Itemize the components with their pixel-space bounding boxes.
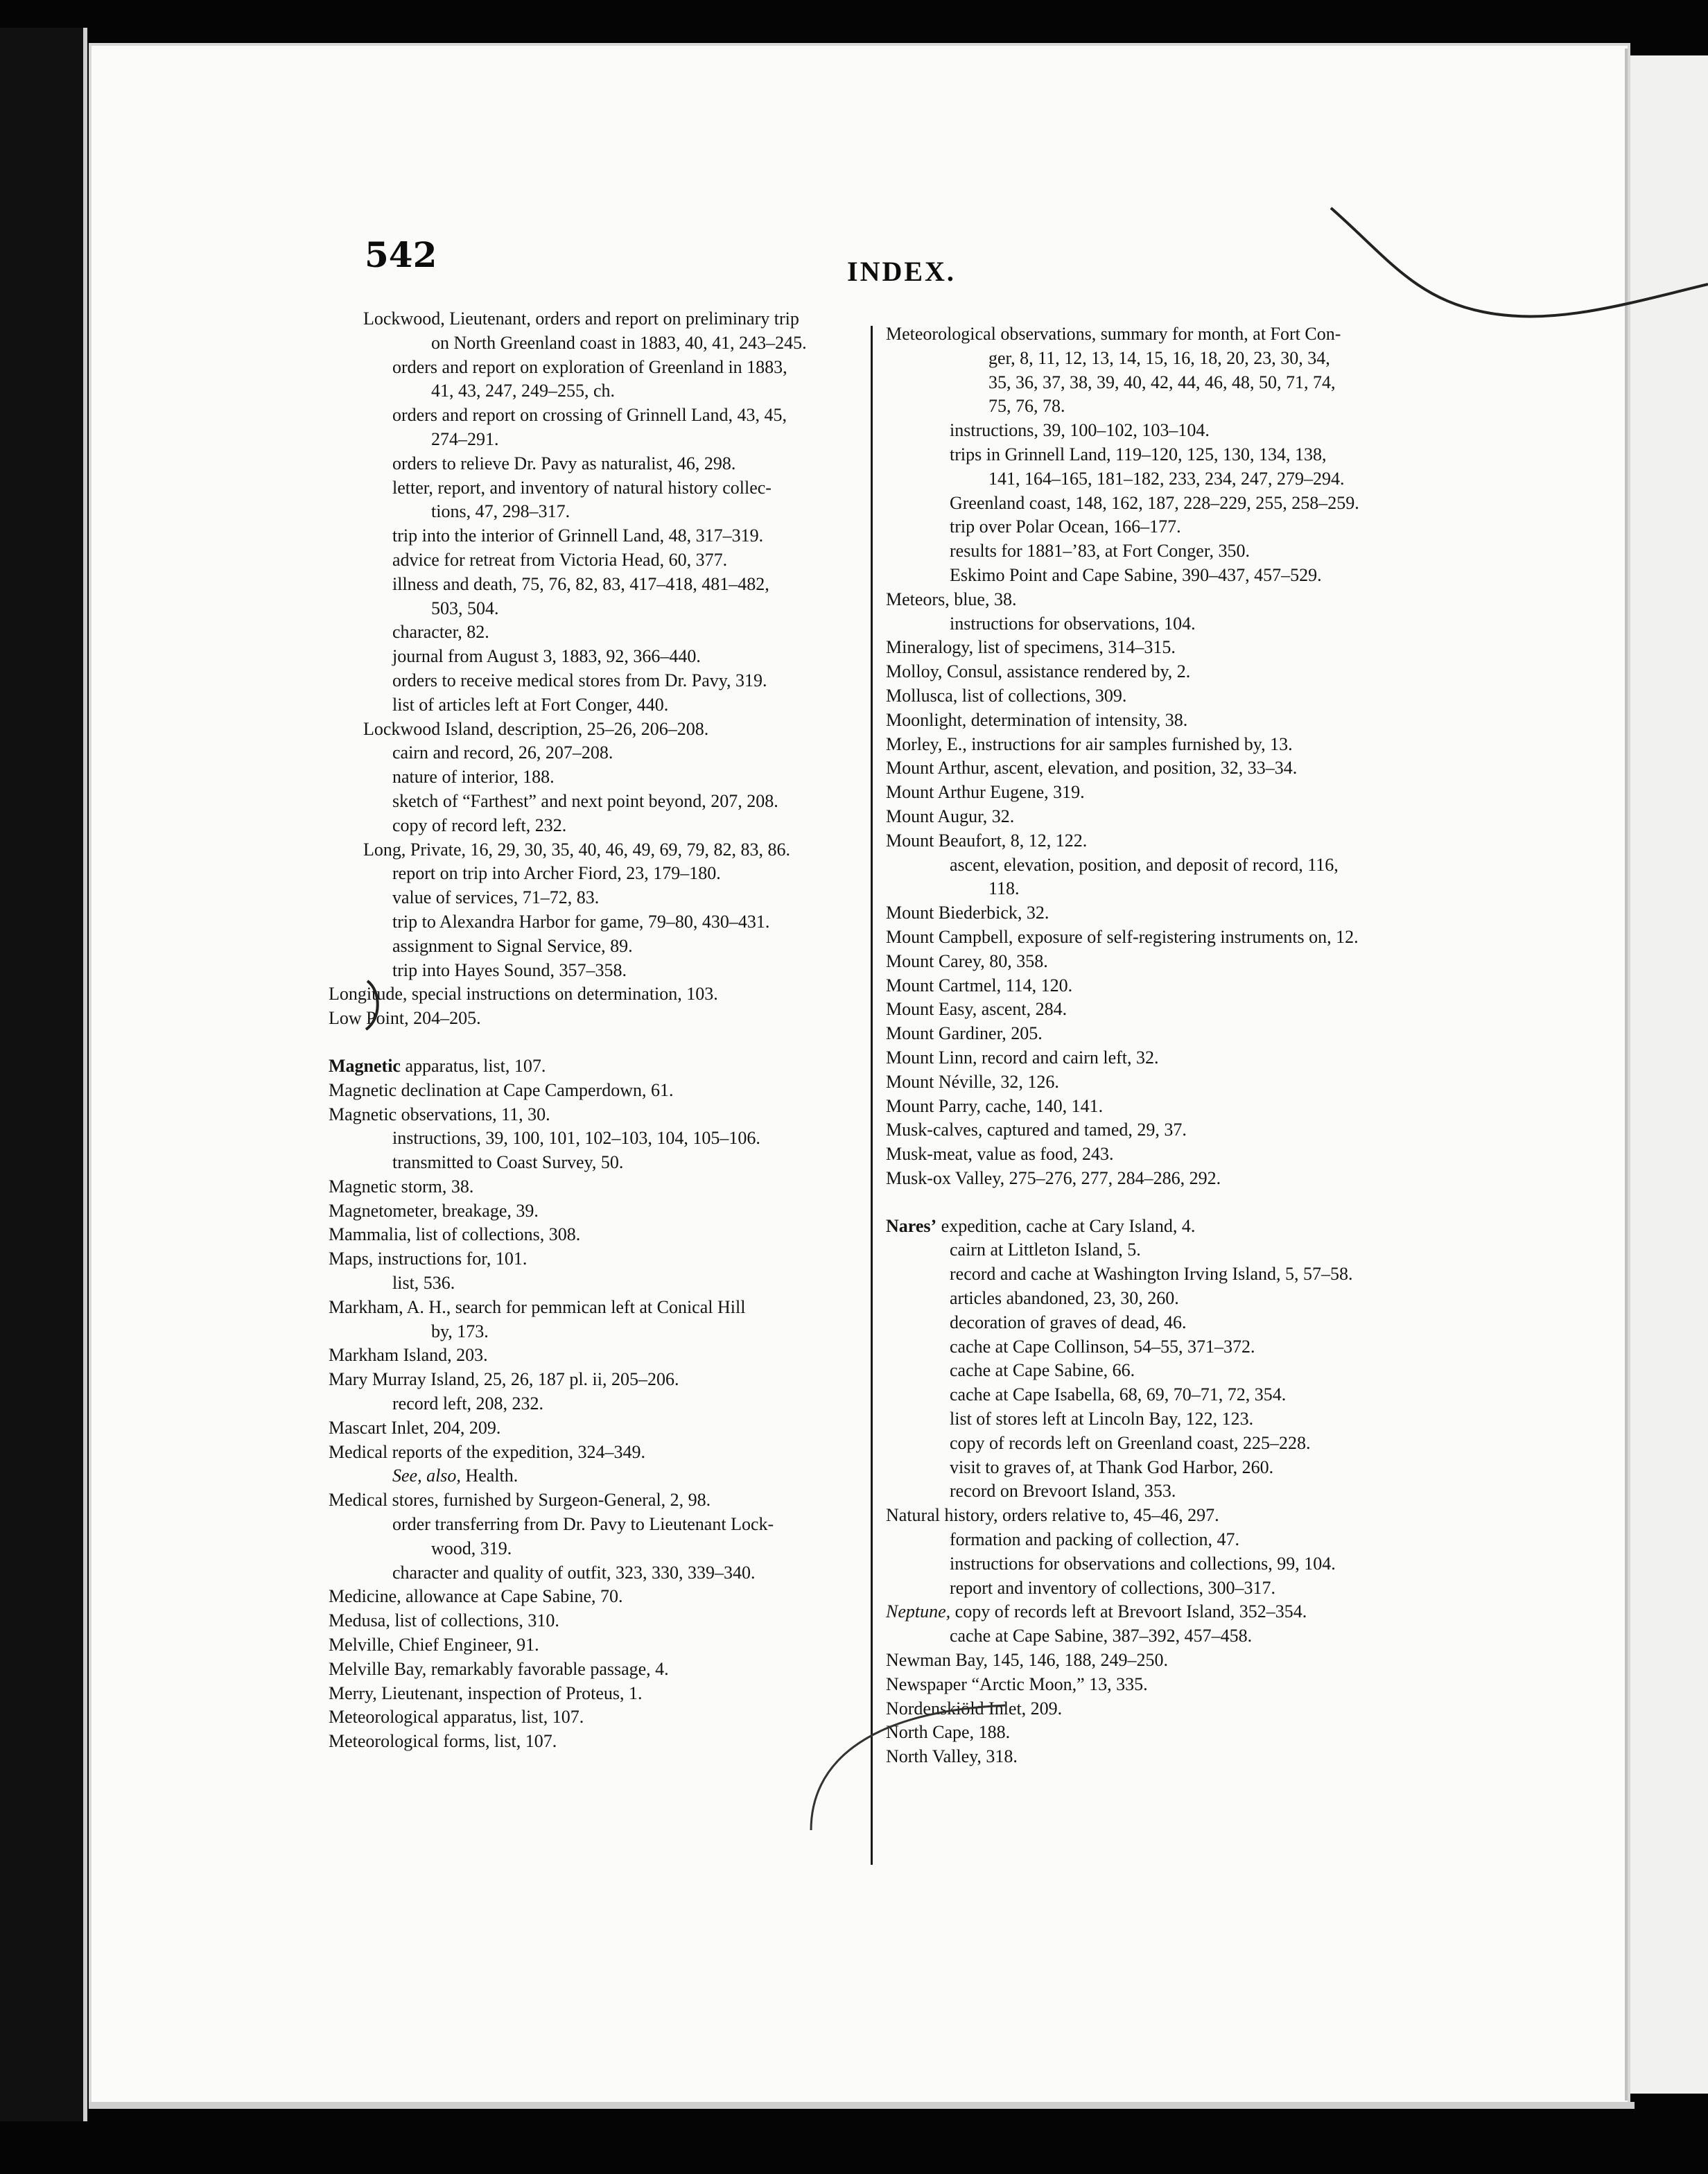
index-entry: Markham Island, 203. — [329, 1345, 488, 1366]
index-entry: Melville Bay, remarkably favorable passage, 4. — [329, 1658, 669, 1679]
index-subentry: 35, 36, 37, 38, 39, 40, 42, 44, 46, 48, 50, 71, 74, — [988, 372, 1336, 392]
index-subentry: instructions for observations and collections, 99, 104. — [950, 1553, 1336, 1574]
index-subentry: cache at Cape Isabella, 68, 69, 70–71, 72, 354. — [950, 1384, 1287, 1405]
index-entry: Magnetic observations, 11, 30. — [329, 1104, 550, 1124]
index-column-left — [329, 307, 897, 1754]
pencil-arc-mark — [797, 1692, 1019, 1830]
index-subentry: instructions, 39, 100–102, 103–104. — [950, 420, 1210, 441]
index-subentry: record left, 208, 232. — [392, 1393, 544, 1414]
index-subentry: orders and report on exploration of Greenland in 1883, — [392, 356, 787, 377]
index-subentry: trip into the interior of Grinnell Land, 48, 317–319. — [392, 525, 764, 546]
index-entry: Merry, Lieutenant, inspection of Proteus, 1. — [329, 1682, 643, 1703]
index-column-right — [886, 322, 1440, 1769]
index-entry: Markham, A. H., search for pemmican left at Conical Hill — [329, 1296, 746, 1317]
running-head: INDEX. — [847, 256, 956, 287]
section-spacer — [329, 1031, 897, 1054]
index-entry: Musk-meat, value as food, 243. — [886, 1144, 1114, 1165]
index-subentry: tions, 47, 298–317. — [431, 501, 570, 522]
index-entry: Mount Biederbick, 32. — [886, 903, 1049, 923]
index-entry: Musk-ox Valley, 275–276, 277, 284–286, 292. — [886, 1167, 1221, 1188]
index-entry: Mount Augur, 32. — [886, 806, 1015, 826]
index-subentry: 41, 43, 247, 249–255, ch. — [431, 381, 616, 401]
index-entry: Mineralogy, list of specimens, 314–315. — [886, 637, 1176, 658]
index-entry: Lockwood, Lieutenant, orders and report on preliminary trip — [363, 308, 799, 329]
index-entry: Mount Beaufort, 8, 12, 122. — [886, 830, 1088, 851]
index-subentry: 274–291. — [431, 428, 499, 449]
index-subentry: transmitted to Coast Survey, 50. — [392, 1152, 624, 1173]
index-entry: Magnetometer, breakage, 39. — [329, 1200, 539, 1221]
index-entry: Mount Arthur, ascent, elevation, and position, 32, 33–34. — [886, 758, 1298, 779]
index-entry: Nares’ expedition, cache at Cary Island, 4. — [886, 1215, 1196, 1236]
pencil-stroke-mark — [1303, 201, 1708, 367]
index-entry: Mount Campbell, exposure of self-registering instruments on, 12. — [886, 926, 1359, 947]
index-subentry: results for 1881–’83, at Fort Conger, 350. — [950, 541, 1250, 562]
index-entry: Mount Easy, ascent, 284. — [886, 999, 1068, 1020]
index-entry: Magnetic apparatus, list, 107. — [329, 1055, 546, 1076]
page-number: 542 — [365, 234, 437, 275]
index-subentry: cache at Cape Sabine, 66. — [950, 1360, 1135, 1381]
index-subentry: report on trip into Archer Fiord, 23, 179–180. — [392, 863, 721, 884]
index-subentry: orders and report on crossing of Grinnell Land, 43, 45, — [392, 405, 787, 426]
index-subentry: instructions, 39, 100, 101, 102–103, 104, 105–106. — [392, 1128, 760, 1149]
index-subentry: decoration of graves of dead, 46. — [950, 1312, 1187, 1332]
index-entry: Nordenskiöld Inlet, 209. — [886, 1698, 1063, 1719]
index-subentry: list of articles left at Fort Conger, 440. — [392, 694, 669, 715]
index-entry: Lockwood Island, description, 25–26, 206–208. — [363, 718, 709, 739]
index-subentry: advice for retreat from Victoria Head, 60, 377. — [392, 549, 728, 570]
index-entry: Meteorological apparatus, list, 107. — [329, 1707, 584, 1728]
bottom-page-edge — [89, 2102, 1635, 2109]
index-entry: Low Point, 204–205. — [329, 1008, 481, 1029]
index-subentry: See, also, Health. — [392, 1466, 518, 1486]
pencil-bracket-mark — [360, 977, 388, 1033]
index-subentry: 503, 504. — [431, 598, 499, 618]
index-entry: Natural history, orders relative to, 45–46, 297. — [886, 1505, 1219, 1526]
index-entry: Morley, E., instructions for air samples furnished by, 13. — [886, 733, 1293, 754]
index-entry: Melville, Chief Engineer, 91. — [329, 1635, 539, 1655]
index-subentry: report and inventory of collections, 300–317. — [950, 1577, 1276, 1598]
index-entry: Newman Bay, 145, 146, 188, 249–250. — [886, 1650, 1169, 1671]
index-entry: Medusa, list of collections, 310. — [329, 1610, 559, 1631]
index-entry: Mount Linn, record and cairn left, 32. — [886, 1047, 1159, 1068]
index-subentry: list, 536. — [392, 1273, 455, 1294]
index-subentry: trip to Alexandra Harbor for game, 79–80, 430–431. — [392, 911, 770, 932]
index-subentry: 75, 76, 78. — [988, 396, 1065, 417]
index-subentry: record and cache at Washington Irving Island, 5, 57–58. — [950, 1264, 1353, 1285]
index-entry: Meteorological forms, list, 107. — [329, 1731, 557, 1752]
index-entry: Neptune, copy of records left at Brevoort Island, 352–354. — [886, 1601, 1307, 1622]
index-entry: Long, Private, 16, 29, 30, 35, 40, 46, 49, 69, 79, 82, 83, 86. — [363, 839, 791, 860]
index-subentry: ascent, elevation, position, and deposit of record, 116, — [950, 854, 1339, 875]
index-entry: Mary Murray Island, 25, 26, 187 pl. ii, 205–206. — [329, 1369, 679, 1390]
index-subentry: on North Greenland coast in 1883, 40, 41, 243–245. — [431, 332, 807, 353]
index-subentry: by, 173. — [431, 1321, 489, 1341]
index-entry: Mount Néville, 32, 126. — [886, 1071, 1059, 1092]
index-entry: Magnetic storm, 38. — [329, 1176, 474, 1197]
index-entry: Mammalia, list of collections, 308. — [329, 1224, 581, 1245]
index-subentry: assignment to Signal Service, 89. — [392, 935, 633, 956]
index-subentry: 118. — [988, 878, 1020, 899]
index-entry: Medical stores, furnished by Surgeon-General, 2, 98. — [329, 1490, 711, 1511]
index-subentry: Greenland coast, 148, 162, 187, 228–229, 255, 258–259. — [950, 492, 1359, 513]
index-entry: Magnetic declination at Cape Camperdown, 61. — [329, 1079, 674, 1100]
index-entry: North Cape, 188. — [886, 1722, 1011, 1743]
index-subentry: visit to graves of, at Thank God Harbor, 260. — [950, 1456, 1274, 1477]
index-entry: Meteors, blue, 38. — [886, 589, 1017, 609]
index-subentry: cache at Cape Sabine, 387–392, 457–458. — [950, 1626, 1253, 1646]
index-subentry: trip into Hayes Sound, 357–358. — [392, 959, 627, 980]
index-entry: Mollusca, list of collections, 309. — [886, 685, 1127, 706]
index-entry: Newspaper “Arctic Moon,” 13, 335. — [886, 1673, 1148, 1694]
index-subentry: value of services, 71–72, 83. — [392, 887, 600, 908]
index-subentry: character, 82. — [392, 622, 489, 643]
index-entry: Molloy, Consul, assistance rendered by, 2. — [886, 661, 1191, 682]
index-entry: Mount Carey, 80, 358. — [886, 950, 1048, 971]
index-subentry: nature of interior, 188. — [392, 767, 555, 788]
index-subentry: cairn and record, 26, 207–208. — [392, 742, 613, 763]
index-subentry: letter, report, and inventory of natural history collec- — [392, 477, 772, 498]
section-spacer — [886, 1191, 1440, 1215]
index-entry: Mount Parry, cache, 140, 141. — [886, 1095, 1104, 1116]
index-entry: North Valley, 318. — [886, 1746, 1018, 1767]
index-subentry: copy of records left on Greenland coast, 225–228. — [950, 1432, 1311, 1453]
index-subentry: order transferring from Dr. Pavy to Lieutenant Lock- — [392, 1514, 774, 1535]
index-subentry: illness and death, 75, 76, 82, 83, 417–418, 481–482, — [392, 573, 769, 594]
index-subentry: formation and packing of collection, 47. — [950, 1529, 1240, 1550]
index-subentry: copy of record left, 232. — [392, 815, 567, 835]
index-entry: Medicine, allowance at Cape Sabine, 70. — [329, 1586, 623, 1607]
index-subentry: articles abandoned, 23, 30, 260. — [950, 1288, 1179, 1309]
index-subentry: 141, 164–165, 181–182, 233, 234, 247, 279–294. — [988, 468, 1345, 489]
index-entry: Mascart Inlet, 204, 209. — [329, 1417, 501, 1438]
index-entry: Mount Gardiner, 205. — [886, 1023, 1043, 1044]
index-subentry: trips in Grinnell Land, 119–120, 125, 130, 134, 138, — [950, 444, 1327, 464]
index-entry: Meteorological observations, summary for month, at Fort Con- — [886, 324, 1341, 344]
index-subentry: cairn at Littleton Island, 5. — [950, 1240, 1141, 1260]
index-subentry: cache at Cape Collinson, 54–55, 371–372. — [950, 1336, 1255, 1357]
index-entry: Medical reports of the expedition, 324–349. — [329, 1441, 646, 1462]
index-entry: Maps, instructions for, 101. — [329, 1249, 528, 1269]
index-entry: Mount Cartmel, 114, 120. — [886, 975, 1073, 995]
index-entry: Longitude, special instructions on determination, 103. — [329, 984, 718, 1005]
index-subentry: character and quality of outfit, 323, 330, 339–340. — [392, 1562, 756, 1583]
index-subentry: journal from August 3, 1883, 92, 366–440. — [392, 646, 701, 667]
index-subentry: ger, 8, 11, 12, 13, 14, 15, 16, 18, 20, 23, 30, 34, — [988, 347, 1330, 368]
index-entry: Musk-calves, captured and tamed, 29, 37. — [886, 1120, 1187, 1140]
index-subentry: orders to relieve Dr. Pavy as naturalist, 46, 298. — [392, 453, 736, 473]
left-book-board — [0, 28, 87, 2121]
index-entry: Moonlight, determination of intensity, 38. — [886, 709, 1188, 730]
index-subentry: orders to receive medical stores from Dr. Pavy, 319. — [392, 670, 767, 690]
index-entry: Mount Arthur Eugene, 319. — [886, 782, 1085, 803]
index-subentry: wood, 319. — [431, 1538, 512, 1558]
index-subentry: record on Brevoort Island, 353. — [950, 1481, 1176, 1502]
index-subentry: trip over Polar Ocean, 166–177. — [950, 516, 1181, 537]
index-subentry: sketch of “Farthest” and next point beyond, 207, 208. — [392, 790, 778, 811]
index-subentry: Eskimo Point and Cape Sabine, 390–437, 457–529. — [950, 564, 1322, 585]
index-subentry: list of stores left at Lincoln Bay, 122, 123. — [950, 1409, 1254, 1429]
index-subentry: instructions for observations, 104. — [950, 613, 1196, 634]
